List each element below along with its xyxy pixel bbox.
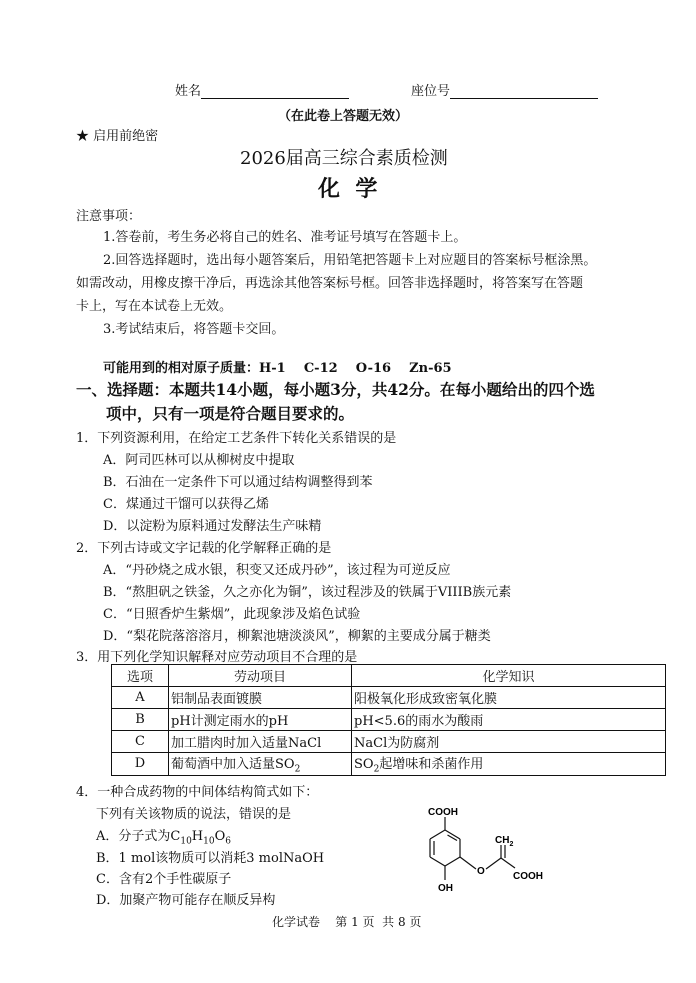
row-option: B	[112, 709, 169, 731]
bond-o-c	[486, 858, 501, 869]
row-knowledge: 阳极氧化形成致密氧化膜	[352, 687, 666, 709]
secret-mark	[76, 125, 158, 144]
name-label: 姓名	[175, 84, 202, 99]
row-option: A	[112, 687, 169, 709]
q4-option-c: C．含有2个手性碳原子	[96, 872, 232, 887]
header-task: 劳动项目	[169, 665, 352, 687]
q4-stem: 4．一种合成药物的中间体结构简式如下：	[76, 785, 319, 800]
seat-label: 座位号	[411, 84, 451, 99]
note-item-2-line1: 2.回答选择题时，选出每小题答案后，用铅笔把答题卡上对应题目的答案标号框涂黑。	[103, 253, 597, 268]
name-field	[175, 80, 349, 99]
ring-bond	[430, 830, 445, 839]
note-item-2-line2: 如需改动，用橡皮擦干净后，再选涂其他答案标号框。回答非选择题时，将答案写在答题	[76, 276, 584, 291]
note-item-2-line3: 卡上，写在本试卷上无效。	[76, 299, 233, 314]
header-knowledge: 化学知识	[352, 665, 666, 687]
q3-table	[111, 664, 666, 776]
q1-stem: 1．下列资源利用，在给定工艺条件下转化关系错误的是	[76, 431, 397, 446]
row-task: 铝制品表面镀膜	[169, 687, 352, 709]
atomic-mass-line: 可能用到的相对原子质量：H-1 C-12 O-16 Zn-65	[103, 361, 452, 376]
q1-option-c: C．煤通过干馏可以获得乙烯	[103, 497, 269, 512]
q4-option-a: A．分子式为$C_{10}H_{10}O_6$	[96, 829, 231, 847]
header-option: 选项	[112, 665, 169, 687]
name-blank	[201, 83, 349, 99]
subject-title: 化 学	[318, 176, 378, 202]
star-icon: ★	[76, 129, 90, 144]
row-task: 加工腊肉时加入适量NaCl	[169, 731, 352, 753]
table-row	[112, 709, 666, 731]
q1-option-b: B．石油在一定条件下可以通过结构调整得到苯	[103, 475, 373, 490]
row-knowledge: NaCl为防腐剂	[352, 731, 666, 753]
invalid-note: （在此卷上答题无效）	[278, 109, 409, 124]
row-task: pH计测定雨水的pH	[169, 709, 352, 731]
oh-label: OH	[438, 883, 453, 894]
cooh-top-label: COOH	[428, 807, 458, 818]
row-knowledge: $SO_2$起增味和杀菌作用	[352, 753, 666, 776]
ring-bond	[430, 857, 445, 866]
q1-option-d: D．以淀粉为原料通过发酵法生产味精	[103, 519, 322, 534]
page-footer: 化学试卷 第 1 页 共 8 页	[272, 915, 422, 929]
cooh-right-label: COOH	[513, 871, 543, 882]
table-row	[112, 687, 666, 709]
q2-option-d: D．“梨花院落溶溶月，柳絮池塘淡淡风”，柳絮的主要成分属于糖类	[103, 629, 491, 644]
table-row	[112, 731, 666, 753]
row-task: 葡萄酒中加入适量$SO_2$	[169, 753, 352, 776]
q4-sub-stem: 下列有关该物质的说法，错误的是	[96, 807, 292, 822]
q2-option-a: A．“丹砂烧之成水银，积变又还成丹砂”，该过程为可逆反应	[103, 563, 451, 578]
q4-option-b: B．1 mol该物质可以消耗3 molNaOH	[96, 851, 325, 866]
bond-c-cooh	[501, 858, 515, 868]
row-option: D	[112, 753, 169, 776]
seat-blank	[450, 83, 598, 99]
table-row	[112, 753, 666, 776]
note-item-3: 3.考试结束后，将答题卡交回。	[103, 322, 285, 337]
bond-ring-o	[460, 857, 476, 869]
q2-option-c: C．“日照香炉生紫烟”，此现象涉及焰色试验	[103, 607, 361, 622]
q3-stem: 3．用下列化学知识解释对应劳动项目不合理的是	[76, 650, 358, 665]
secret-text: 启用前绝密	[93, 129, 159, 144]
q2-option-b: B．“熬胆矾之铁釜，久之亦化为铜”，该过程涉及的铁属于VIIIB族元素	[103, 585, 512, 600]
row-knowledge: pH<5.6的雨水为酸雨	[352, 709, 666, 731]
seat-field	[411, 80, 598, 99]
note-item-1: 1.答卷前，考生务必将自己的姓名、准考证号填写在答题卡上。	[103, 230, 467, 245]
ch2-label: $CH_2$	[495, 835, 514, 848]
row-option: C	[112, 731, 169, 753]
notes-title: 注意事项：	[76, 209, 142, 224]
exam-title: 2026届高三综合素质检测	[240, 148, 448, 169]
table-header-row	[112, 665, 666, 687]
ring-bond	[445, 857, 460, 866]
q4-option-d: D．加聚产物可能存在顺反异构	[96, 893, 276, 908]
section1-heading-line1: 一、选择题：本题共14小题，每小题3分，共42分。在每小题给出的四个选	[76, 380, 595, 399]
q2-stem: 2．下列古诗或文字记载的化学解释正确的是	[76, 541, 332, 556]
molecule-structure-diagram	[400, 800, 570, 910]
ether-o-label: O	[477, 866, 485, 877]
q1-option-a: A．阿司匹林可以从柳树皮中提取	[103, 453, 295, 468]
section1-heading-line2: 项中，只有一项是符合题目要求的。	[106, 404, 355, 423]
